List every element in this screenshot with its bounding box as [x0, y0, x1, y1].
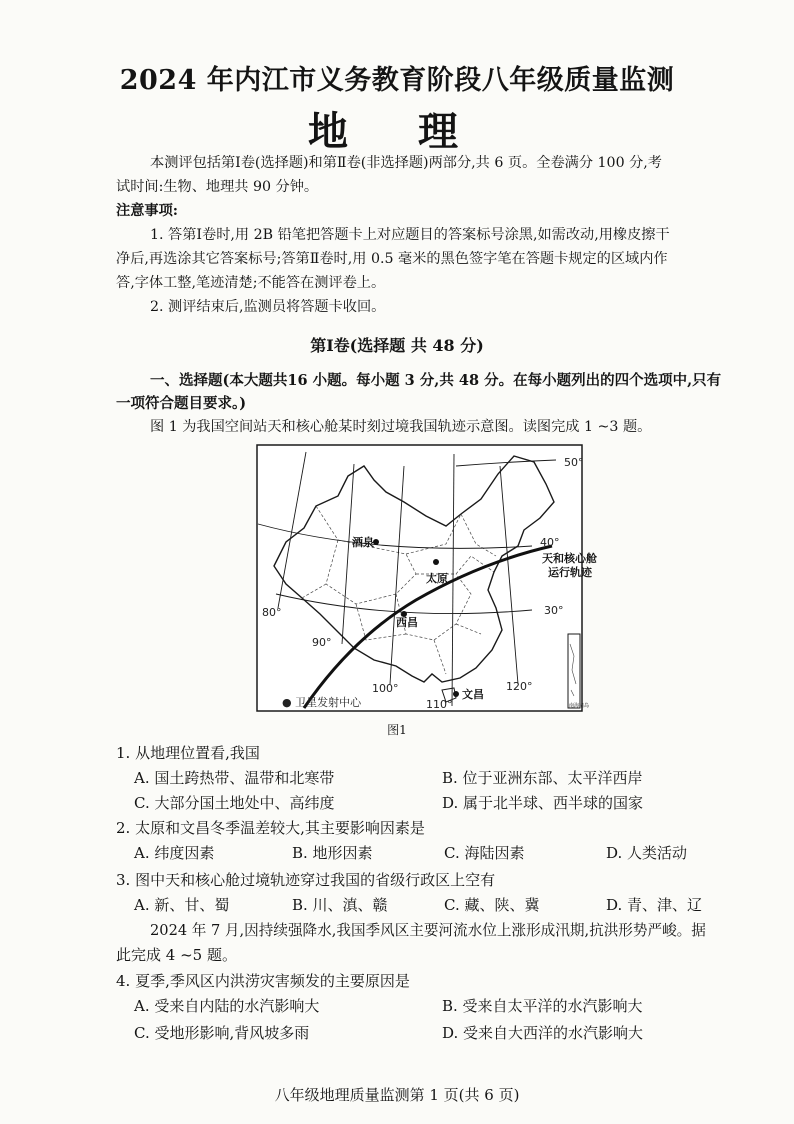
q4-option-b: B. 受来自太平洋的水汽影响大 [442, 997, 643, 1015]
lon-90-label: 90° [312, 636, 332, 649]
q2-option-a: A. 纬度因素 [134, 844, 215, 862]
jiuquan-label: 酒泉 [352, 536, 374, 549]
lon-120-label: 120° [506, 680, 533, 693]
lat-50-label: 50° [564, 456, 584, 469]
china-map-figure [256, 444, 597, 712]
intro-line-1: 本测评包括第Ⅰ卷(选择题)和第Ⅱ卷(非选择题)两部分,共 6 页。全卷满分 100 分,考 [150, 155, 662, 171]
q4-stem: 4. 夏季,季风区内洪涝灾害频发的主要原因是 [116, 972, 410, 990]
q4-option-d: D. 受来自大西洋的水汽影响大 [442, 1024, 644, 1042]
wenchang-marker [453, 691, 459, 697]
notice-1-line-2: 净后,再选涂其它答案标号;答第Ⅱ卷时,用 0.5 毫米的黑色签字笔在答题卡规定的区域内作 [116, 251, 668, 267]
q3-option-b: B. 川、滇、赣 [292, 896, 388, 914]
q1-stem: 1. 从地理位置看,我国 [116, 744, 260, 762]
notice-1-line-1: 1. 答第Ⅰ卷时,用 2B 铅笔把答题卡上对应题目的答案标号涂黑,如需改动,用橡皮擦干 [150, 227, 670, 243]
q1-option-d: D. 属于北半球、西半球的国家 [442, 794, 644, 812]
lat-40-label: 40° [540, 536, 560, 549]
page-footer: 八年级地理质量监测第 1 页(共 6 页) [274, 1086, 520, 1104]
q3-option-a: A. 新、甘、蜀 [134, 896, 230, 914]
q2-option-d: D. 人类活动 [606, 844, 688, 862]
passage-line-1: 2024 年 7 月,因持续强降水,我国季风区主要河流水位上涨形成汛期,抗洪形势严峻。据 [150, 922, 706, 939]
passage-line-2: 此完成 4 ~5 题。 [116, 946, 237, 964]
map-frame [257, 445, 582, 711]
q2-stem: 2. 太原和文昌冬季温差较大,其主要影响因素是 [116, 819, 425, 837]
q2-option-b: B. 地形因素 [292, 844, 373, 862]
lon-80-label: 80° [262, 606, 282, 619]
figure-intro: 图 1 为我国空间站天和核心舱某时刻过境我国轨迹示意图。读图完成 1 ~3 题。 [150, 419, 652, 435]
orbit-label-line2: 运行轨迹 [548, 566, 592, 579]
q4-option-c: C. 受地形影响,背风坡多雨 [134, 1024, 310, 1042]
exam-title: 2024 年内江市义务教育阶段八年级质量监测 [119, 65, 675, 96]
notice-1-line-3: 答,字体工整,笔迹清楚;不能答在测评卷上。 [116, 275, 386, 291]
section-instruction-1: 一、选择题(本大题共16 小题。每小题 3 分,共 48 分。在每小题列出的四个选项中,只有 [150, 372, 722, 389]
section-instruction-2: 一项符合题目要求。) [116, 395, 247, 412]
launch-center-legend: ● 卫星发射中心 [282, 696, 362, 709]
section-title: 第Ⅰ卷(选择题 共 48 分) [310, 336, 484, 355]
q1-option-c: C. 大部分国土地处中、高纬度 [134, 794, 335, 812]
q4-option-a: A. 受来自内陆的水汽影响大 [134, 997, 320, 1015]
figure-caption: 图1 [387, 723, 407, 737]
taiyuan-label: 太原 [426, 572, 448, 585]
orbit-label-line1: 天和核心舱 [542, 552, 597, 565]
q3-option-c: C. 藏、陕、冀 [444, 896, 540, 914]
subject-title: 地 理 [308, 108, 486, 155]
lat-30-label: 30° [544, 604, 564, 617]
notice-2: 2. 测评结束后,监测员将答题卡收回。 [150, 299, 386, 315]
q1-option-a: A. 国土跨热带、温带和北寒带 [134, 769, 335, 787]
q1-option-b: B. 位于亚洲东部、太平洋西岸 [442, 769, 643, 787]
q3-option-d: D. 青、津、辽 [606, 896, 703, 914]
wenchang-label: 文昌 [462, 688, 484, 701]
q2-option-c: C. 海陆因素 [444, 844, 525, 862]
inset-note: 南海诸岛 [569, 703, 590, 709]
lon-110-label: 110° [426, 698, 453, 711]
intro-line-2: 试时间:生物、地理共 90 分钟。 [116, 179, 319, 195]
lon-100-label: 100° [372, 682, 399, 695]
xichang-label: 西昌 [396, 616, 418, 629]
notice-title: 注意事项: [116, 203, 178, 219]
taiyuan-marker [433, 559, 439, 565]
q3-stem: 3. 图中天和核心舱过境轨迹穿过我国的省级行政区上空有 [116, 871, 496, 889]
